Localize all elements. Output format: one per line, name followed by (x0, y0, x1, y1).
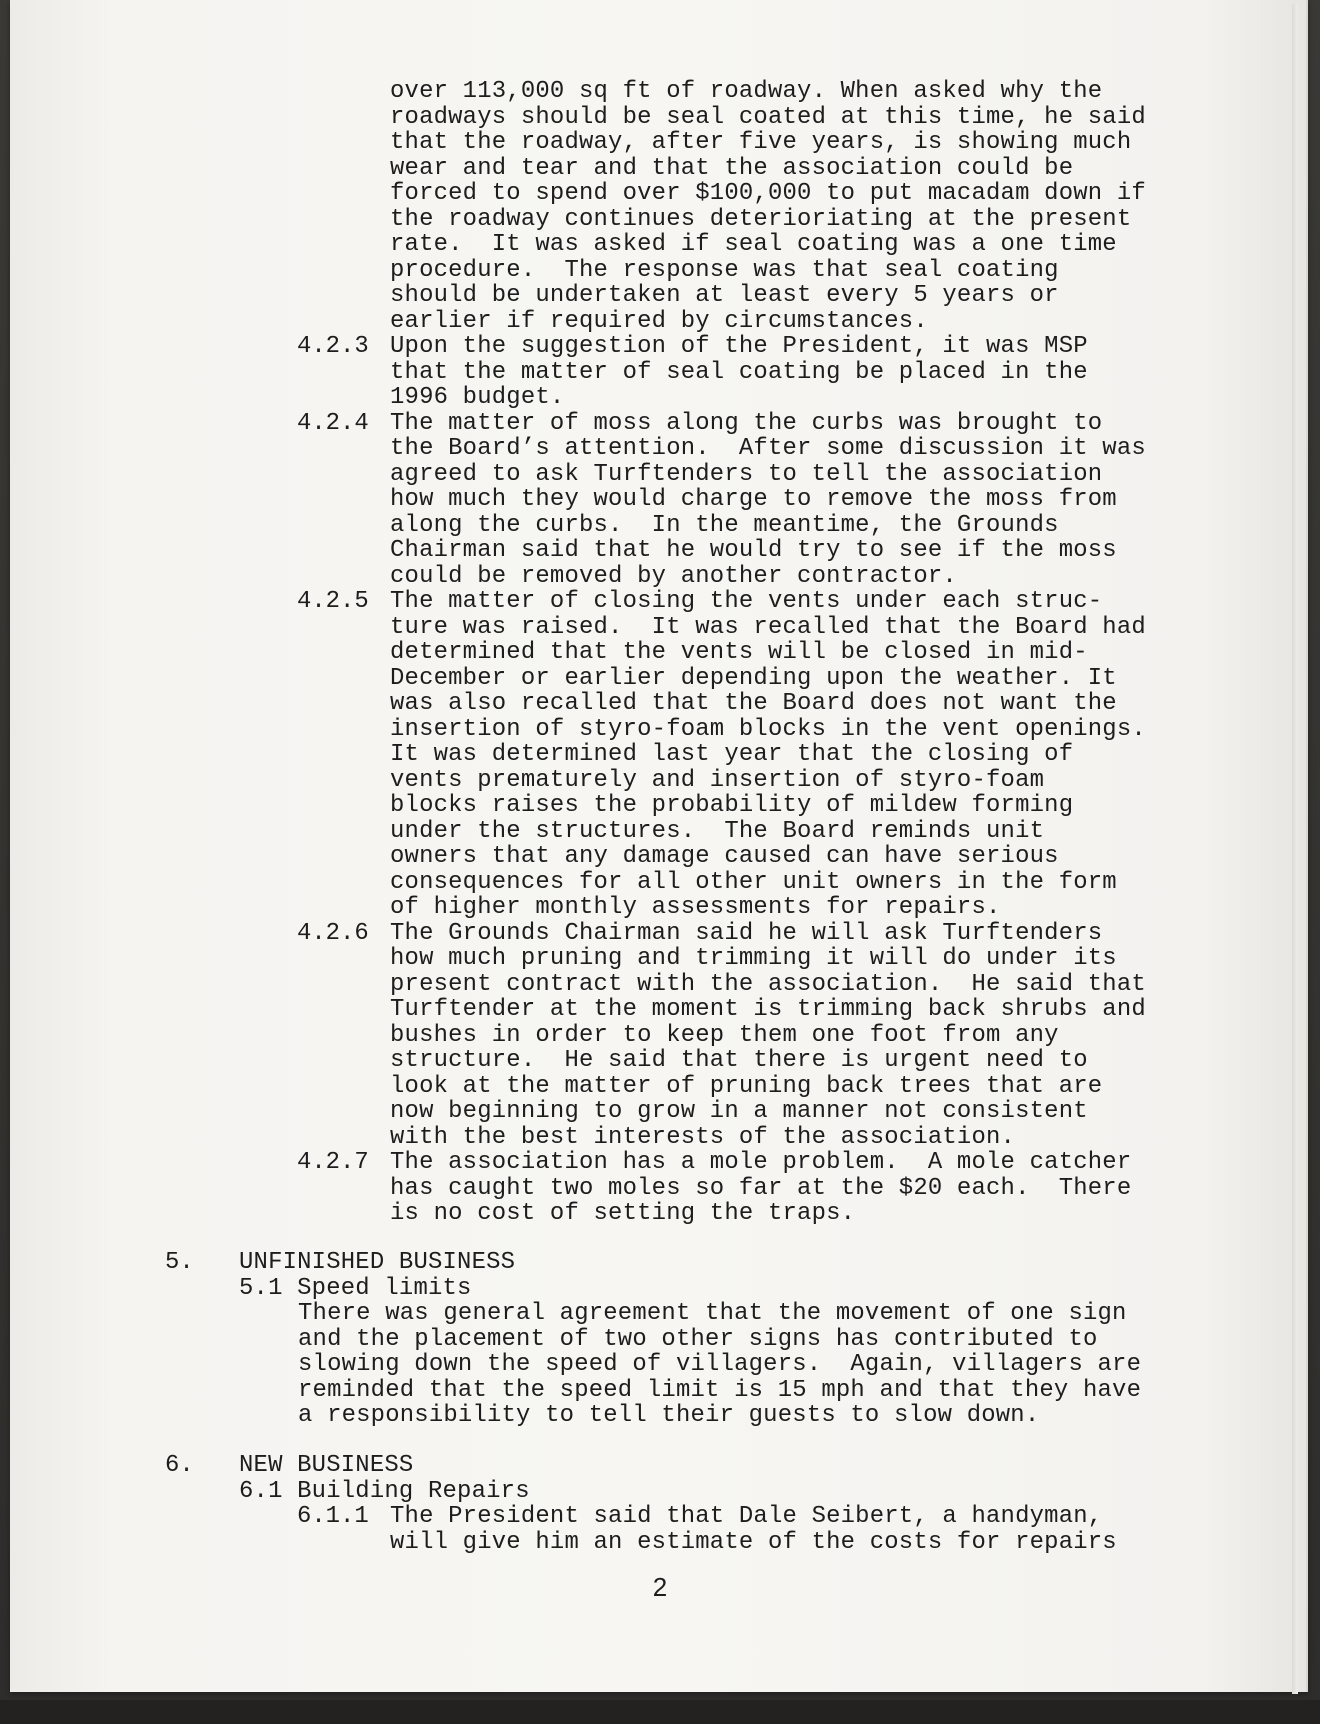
page-number: 2 (652, 1572, 668, 1602)
paragraph-number-4-2-5: 4.2.5 (297, 588, 369, 615)
paragraph-4-2-5-line: consequences for all other unit owners in the form (390, 868, 1117, 896)
paragraph-cont-line: earlier if required by circumstances. (390, 307, 928, 335)
paragraph-4-2-5-line: insertion of styro-foam blocks in the vent openings. (390, 715, 1146, 743)
paragraph-cont-line: procedure. The response was that seal coating (390, 256, 1059, 284)
paragraph-4-2-5-line: determined that the vents will be closed in mid- (390, 639, 1088, 666)
section-5-number: 5. (165, 1249, 194, 1276)
paragraph-number-4-2-4: 4.2.4 (297, 409, 369, 437)
page-edge (1292, 4, 1298, 1694)
paragraph-4-2-7-line: The association has a mole problem. A mole catcher (390, 1149, 1132, 1176)
paragraph-4-2-5-line: ture was raised. It was recalled that the Board had (390, 613, 1146, 641)
paragraph-cont-line: rate. It was asked if seal coating was a one time (390, 231, 1117, 258)
paragraph-4-2-3-line: 1996 budget. (390, 384, 565, 411)
paragraph-4-2-6-line: how much pruning and trimming it will do under its (390, 945, 1117, 972)
paragraph-4-2-3-line: that the matter of seal coating be placed in the (390, 358, 1088, 386)
paragraph-4-2-4-line: agreed to ask Turftenders to tell the association (390, 460, 1103, 488)
paragraph-4-2-6-line: present contract with the association. He said that (390, 970, 1146, 998)
section-5-1-line: a responsibility to tell their guests to slow down. (298, 1402, 1040, 1429)
paragraph-4-2-5-line: owners that any damage caused can have serious (390, 843, 1059, 870)
section-6-1-heading: 6.1 Building Repairs (239, 1477, 530, 1505)
paragraph-4-2-5-line: was also recalled that the Board does not want the (390, 690, 1117, 717)
paragraph-4-2-5-line: under the structures. The Board reminds unit (390, 817, 1045, 845)
paragraph-4-2-4-line: how much they would charge to remove the moss from (390, 486, 1117, 513)
item-6-1-1-number: 6.1.1 (297, 1503, 369, 1530)
paragraph-4-2-4-line: The matter of moss along the curbs was brought to (390, 409, 1103, 437)
section-5-1-line: slowing down the speed of villagers. Again, villagers are (298, 1351, 1142, 1378)
paragraph-4-2-5-line: vents prematurely and insertion of styro-foam (390, 766, 1045, 794)
section-5-1-line: There was general agreement that the movement of one sign (298, 1300, 1127, 1327)
paragraph-4-2-4-line: Chairman said that he would try to see if the moss (390, 537, 1117, 564)
paragraph-4-2-4-line: the Board’s attention. After some discussion it was (390, 435, 1146, 462)
section-6-number: 6. (165, 1452, 194, 1479)
paragraph-4-2-6-line: Turftender at the moment is trimming back shrubs and (390, 996, 1146, 1023)
paragraph-4-2-3-line: Upon the suggestion of the President, it was MSP (390, 333, 1088, 360)
paragraph-4-2-6-line: structure. He said that there is urgent need to (390, 1047, 1088, 1074)
section-5-1-heading: 5.1 Speed limits (239, 1274, 472, 1302)
paragraph-4-2-6-line: bushes in order to keep them one foot from any (390, 1021, 1059, 1049)
background-strip (0, 1700, 1320, 1724)
paragraph-cont-line: the roadway continues deterioriating at the present (390, 205, 1132, 233)
paragraph-4-2-4-line: could be removed by another contractor. (390, 562, 957, 590)
paragraph-4-2-6-line: The Grounds Chairman said he will ask Turftenders (390, 919, 1103, 947)
paragraph-4-2-5-line: It was determined last year that the closing of (390, 741, 1074, 768)
paragraph-4-2-6-line: look at the matter of pruning back trees that are (390, 1072, 1103, 1100)
paragraph-number-4-2-6: 4.2.6 (297, 919, 369, 947)
item-6-1-1-line: The President said that Dale Seibert, a handyman, (390, 1503, 1103, 1530)
paragraph-4-2-6-line: with the best interests of the association. (390, 1123, 1016, 1151)
section-6-heading: NEW BUSINESS (239, 1452, 414, 1479)
item-6-1-1-line: will give him an estimate of the costs for repairs (390, 1528, 1117, 1556)
paragraph-number-4-2-7: 4.2.7 (297, 1149, 369, 1176)
paragraph-cont-line: over 113,000 sq ft of roadway. When asked why the (390, 78, 1103, 105)
paragraph-4-2-4-line: along the curbs. In the meantime, the Grounds (390, 511, 1059, 539)
paragraph-4-2-5-line: The matter of closing the vents under each struc- (390, 588, 1103, 615)
paragraph-4-2-5-line: of higher monthly assessments for repairs. (390, 894, 1001, 921)
paragraph-4-2-7-line: has caught two moles so far at the $20 each. There (390, 1174, 1132, 1202)
paragraph-cont-line: that the roadway, after five years, is showing much (390, 129, 1132, 156)
paragraph-cont-line: wear and tear and that the association could be (390, 154, 1074, 182)
section-5-1-line: and the placement of two other signs has contributed to (298, 1325, 1098, 1353)
paragraph-cont-line: should be undertaken at least every 5 years or (390, 282, 1059, 309)
paragraph-4-2-6-line: now beginning to grow in a manner not consistent (390, 1098, 1088, 1125)
paragraph-cont-line: forced to spend over $100,000 to put macadam down if (390, 180, 1146, 207)
section-5-1-line: reminded that the speed limit is 15 mph and that they have (298, 1376, 1142, 1404)
paragraph-number-4-2-3: 4.2.3 (297, 333, 369, 360)
paragraph-4-2-7-line: is no cost of setting the traps. (390, 1200, 856, 1227)
paragraph-4-2-5-line: December or earlier depending upon the weather. It (390, 664, 1117, 692)
section-5-heading: UNFINISHED BUSINESS (239, 1249, 516, 1276)
paragraph-cont-line: roadways should be seal coated at this time, he said (390, 103, 1146, 131)
paragraph-4-2-5-line: blocks raises the probability of mildew forming (390, 792, 1074, 819)
